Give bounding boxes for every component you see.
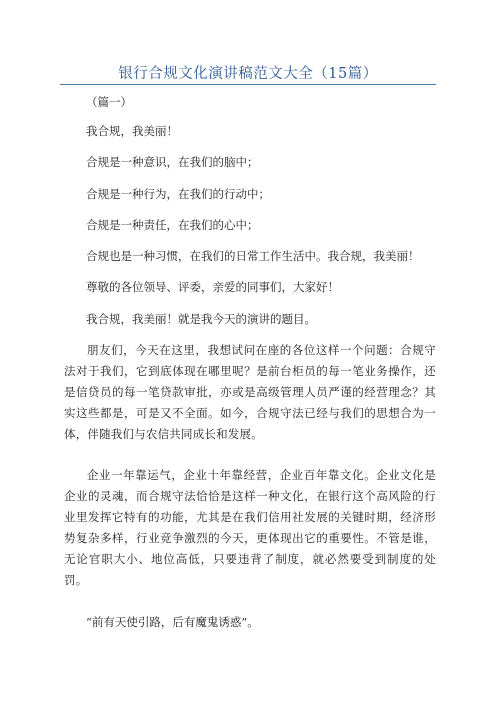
paragraph-8: 朋友们，今天在这里，我想试问在座的各位这样一个问题：合规守法对于我们，它到底体现在哪里呢？是前台柜员的每一笔业务操作，还是信贷员的每一笔贷款审批，亦或是高级管理人员严谨的经营理念？其实这些都是，可是又不全面。如今，合规守法已经与我们的思想合为一体，伴随我们与农信共同成长和发展。 [64,343,436,441]
document-title: 银行合规文化演讲稿范文大全（15篇） [118,66,378,82]
paragraph-4: 合规是一种责任，在我们的心中； [86,218,259,232]
paragraph-7: 我合规，我美丽！就是我今天的演讲的题目。 [86,312,316,326]
paragraph-6: 尊敬的各位领导、评委，亲爱的同事们，大家好！ [86,280,339,294]
paragraph-10: “前有天使引路，后有魔鬼诱惑”。 [86,615,259,629]
paragraph-1: 我合规，我美丽！ [86,124,178,138]
section-label: （篇一） [86,95,132,109]
paragraph-3: 合规是一种行为，在我们的行动中； [86,187,270,201]
paragraph-5: 合规也是一种习惯，在我们的日常工作生活中。我合规，我美丽！ [86,249,420,263]
paragraph-2: 合规是一种意识，在我们的脑中； [86,155,259,169]
paragraph-9: 企业一年靠运气，企业十年靠经营，企业百年靠文化。企业文化是企业的灵魂，而合规守法恰恰是这样一种文化，在银行这个高风险的行业里发挥它特有的功能，尤其是在我们信用社发展的关键时期，经济形势复杂多样，行业竞争激烈的今天，更体现出它的重要性。不管是谁，无论官职大小、地位高低，只要违背了制度，就必然要受到制度的处罚。 [64,468,436,587]
title-underline [60,84,436,85]
